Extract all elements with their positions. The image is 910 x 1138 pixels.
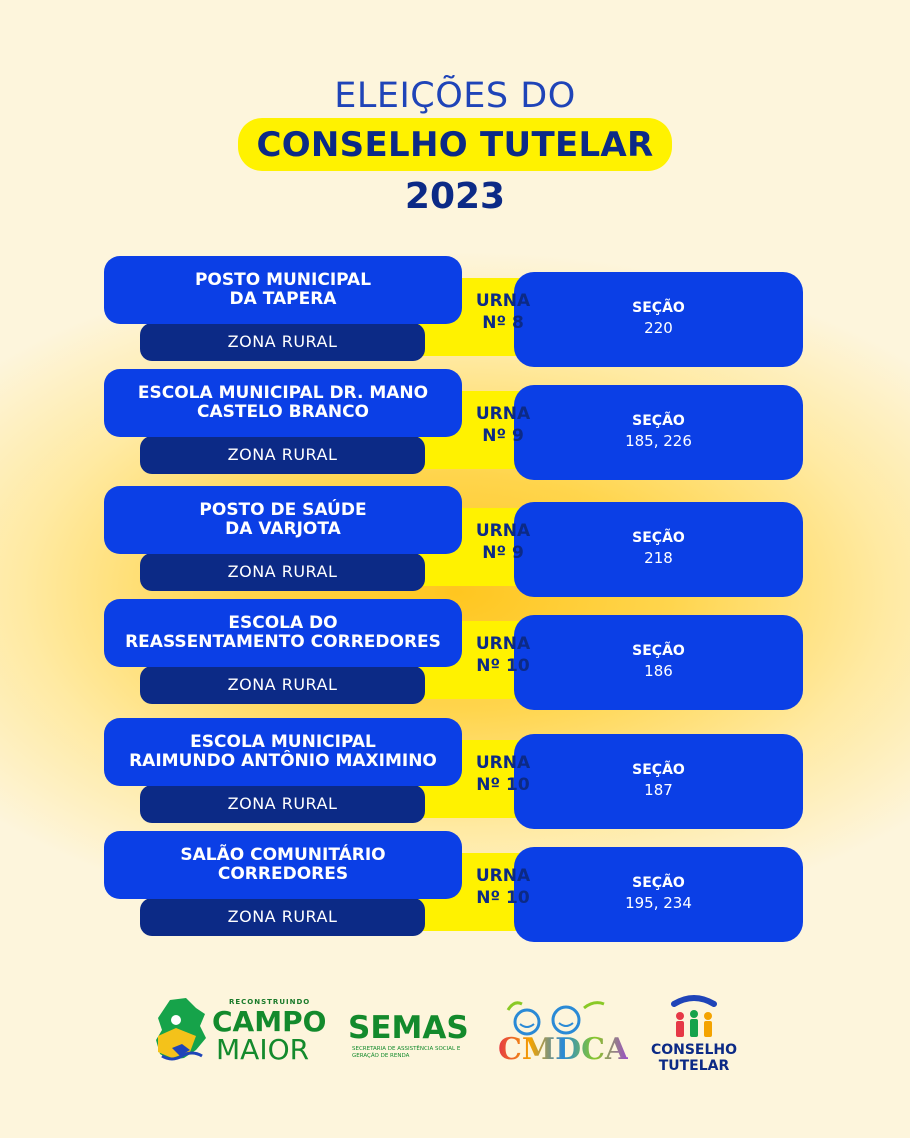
zone-badge: ZONA RURAL bbox=[140, 323, 425, 361]
place-name: ESCOLA MUNICIPAL DR. MANO CASTELO BRANCO bbox=[104, 369, 462, 437]
urna-number: URNA Nº 9 bbox=[475, 404, 531, 446]
conselho-tutelar-text: CONSELHO TUTELAR bbox=[650, 1042, 738, 1074]
urna-number: URNA Nº 10 bbox=[475, 753, 531, 795]
place-name: SALÃO COMUNITÁRIO CORREDORES bbox=[104, 831, 462, 899]
secao-box bbox=[514, 734, 803, 829]
urna-number: URNA Nº 10 bbox=[475, 634, 531, 676]
place-name: POSTO MUNICIPAL DA TAPERA bbox=[104, 256, 462, 324]
urna-number: URNA Nº 8 bbox=[475, 291, 531, 333]
place-name: POSTO DE SAÚDE DA VARJOTA bbox=[104, 486, 462, 554]
location-row bbox=[0, 486, 910, 598]
location-row bbox=[0, 831, 910, 943]
campo-maior-tagline: RECONSTRUINDO bbox=[229, 998, 311, 1006]
cmdca-title: CMDCA bbox=[498, 1032, 629, 1067]
family-house-icon bbox=[0, 992, 910, 1082]
location-row bbox=[0, 369, 910, 481]
secao-box bbox=[514, 385, 803, 480]
zone-badge: ZONA RURAL bbox=[140, 898, 425, 936]
location-row bbox=[0, 256, 910, 368]
zone-badge: ZONA RURAL bbox=[140, 553, 425, 591]
footer-logos bbox=[0, 992, 910, 1082]
title-conselho-tutelar: CONSELHO TUTELAR bbox=[238, 118, 671, 171]
secao-label: SEÇÃO bbox=[632, 300, 685, 316]
title-eleicoes-do: ELEIÇÕES DO bbox=[334, 76, 576, 116]
zone-badge: ZONA RURAL bbox=[140, 436, 425, 474]
semas-title: SEMAS bbox=[348, 1010, 469, 1046]
secao-label: SEÇÃO bbox=[632, 875, 685, 891]
urna-number: URNA Nº 9 bbox=[475, 521, 531, 563]
urna-number: URNA Nº 10 bbox=[475, 866, 531, 908]
secao-label: SEÇÃO bbox=[632, 643, 685, 659]
secao-label: SEÇÃO bbox=[632, 413, 685, 429]
secao-box bbox=[514, 615, 803, 710]
secao-value: 186 bbox=[644, 662, 673, 680]
secao-value: 218 bbox=[644, 549, 673, 567]
secao-value: 187 bbox=[644, 781, 673, 799]
secao-value: 195, 234 bbox=[625, 894, 692, 912]
secao-box bbox=[514, 272, 803, 367]
secao-label: SEÇÃO bbox=[632, 762, 685, 778]
zone-badge: ZONA RURAL bbox=[140, 785, 425, 823]
place-name: ESCOLA MUNICIPAL RAIMUNDO ANTÔNIO MAXIMINO bbox=[104, 718, 462, 786]
location-row bbox=[0, 718, 910, 830]
secao-label: SEÇÃO bbox=[632, 530, 685, 546]
title-highlight bbox=[0, 118, 910, 171]
location-row bbox=[0, 599, 910, 711]
semas-subtitle: SECRETARIA DE ASSISTÊNCIA SOCIAL E GERAÇÃO DE RENDA bbox=[352, 1046, 461, 1059]
secao-box bbox=[514, 502, 803, 597]
place-name: ESCOLA DO REASSENTAMENTO CORREDORES bbox=[104, 599, 462, 667]
zone-badge: ZONA RURAL bbox=[140, 666, 425, 704]
campo-maior-word2: MAIOR bbox=[216, 1033, 310, 1066]
campo-maior-word1: CAMPO bbox=[212, 1005, 327, 1038]
secao-box bbox=[514, 847, 803, 942]
secao-value: 220 bbox=[644, 319, 673, 337]
title-year: 2023 bbox=[404, 176, 506, 217]
secao-value: 185, 226 bbox=[625, 432, 692, 450]
